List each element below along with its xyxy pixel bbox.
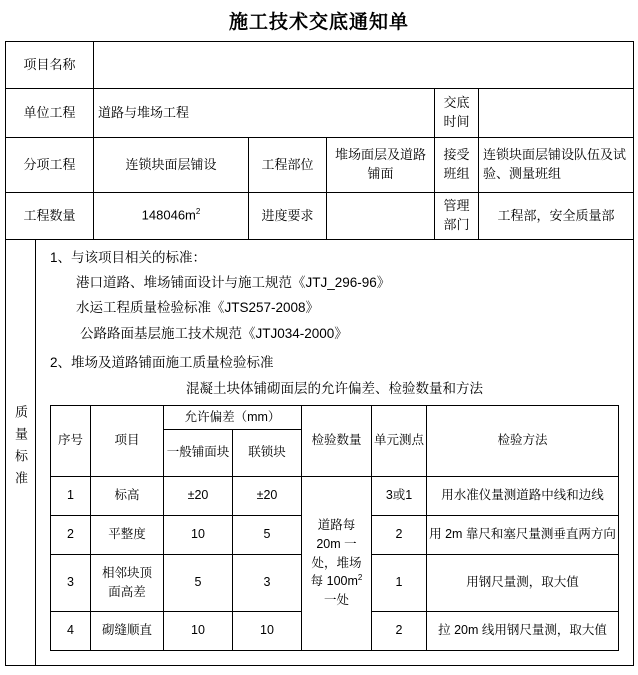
inspect-qty-line-1: 道路每 <box>317 518 356 533</box>
cell-inspect-method: 用 2m 靠尺和塞尺量测垂直两方向 <box>427 515 619 554</box>
cell-item: 平整度 <box>91 515 164 554</box>
inspect-qty-line-2: 20m 一 <box>316 536 357 551</box>
header-item: 项目 <box>91 405 164 476</box>
receiving-team-label: 接受班组 <box>435 138 479 193</box>
cell-tolerance-interlock: 5 <box>233 515 302 554</box>
quantity-number: 148046m <box>141 207 196 223</box>
table-row-quantity <box>6 193 634 240</box>
standard-item-1: 港口道路、堆场铺面设计与施工规范《JTJ_296-96》 <box>76 275 391 291</box>
table-row-project-name <box>6 42 634 89</box>
inspect-qty-line-3: 处，堆场 <box>311 555 362 570</box>
management-dept-label: 管理部门 <box>435 193 479 240</box>
cell-unit-points: 3或1 <box>372 476 427 515</box>
project-name-label: 项目名称 <box>6 42 94 89</box>
inspection-section-title: 2、堆场及道路铺面施工质量检验标准 <box>50 354 274 370</box>
header-inspect-qty: 检验数量 <box>302 405 372 476</box>
disclosure-time-label: 交底时间 <box>435 89 479 138</box>
cell-unit-points: 2 <box>372 515 427 554</box>
cell-item: 标高 <box>91 476 164 515</box>
cell-tolerance-general: 5 <box>164 554 233 611</box>
management-dept-value[interactable]: 工程部，安全质量部 <box>479 193 634 240</box>
quality-standards-row-label <box>6 240 36 666</box>
table-row-unit-project <box>6 89 634 138</box>
work-part-label: 工程部位 <box>249 138 327 193</box>
cell-inspect-method: 用水准仪量测道路中线和边线 <box>427 476 619 515</box>
inspect-qty-area-superscript: 2 <box>357 573 363 583</box>
cell-tolerance-general: ±20 <box>164 476 233 515</box>
unit-project-label: 单位工程 <box>6 89 94 138</box>
project-name-value[interactable] <box>94 42 634 89</box>
cell-seq: 4 <box>51 611 91 650</box>
cell-item <box>91 554 164 611</box>
table-row-quality-standards <box>6 240 634 666</box>
cell-item-line-1: 相邻块顶 <box>101 565 152 580</box>
table-row-sub-project <box>6 138 634 193</box>
cell-seq: 1 <box>51 476 91 515</box>
header-tolerance-interlock: 联锁块 <box>233 429 302 476</box>
cell-inspect-method: 用钢尺量测，取大值 <box>427 554 619 611</box>
header-inspect-method: 检验方法 <box>427 405 619 476</box>
cell-tolerance-interlock: 3 <box>233 554 302 611</box>
sub-project-label: 分项工程 <box>6 138 94 193</box>
header-seq: 序号 <box>51 405 91 476</box>
cell-inspect-qty-merged <box>302 476 372 650</box>
cell-tolerance-general: 10 <box>164 611 233 650</box>
standard-item-2: 水运工程质量检验标准《JTS257-2008》 <box>76 300 320 316</box>
schedule-value[interactable] <box>327 193 435 240</box>
inspection-table-caption: 混凝土块体铺砌面层的允许偏差、检验数量和方法 <box>186 381 484 397</box>
sub-project-value[interactable]: 连锁块面层铺设 <box>94 138 249 193</box>
quantity-unit-superscript: 2 <box>195 207 201 217</box>
table-row <box>51 476 619 515</box>
standards-section-title: 1、与该项目相关的标准： <box>50 250 207 265</box>
cell-inspect-method: 拉 20m 线用钢尺量测，取大值 <box>427 611 619 650</box>
cell-tolerance-interlock: 10 <box>233 611 302 650</box>
page-title: 施工技术交底通知单 <box>228 12 409 33</box>
main-form-table <box>5 41 634 666</box>
inspection-standards-table <box>50 405 619 651</box>
cell-tolerance-general: 10 <box>164 515 233 554</box>
inspect-qty-line-4: 每 $100m^2$ <box>310 573 363 589</box>
quality-standards-label-text: 质量标准 <box>13 405 28 494</box>
schedule-label: 进度要求 <box>249 193 327 240</box>
unit-project-value[interactable]: 道路与堆场工程 <box>94 89 435 138</box>
inspect-qty-line-5: 一处 <box>324 593 350 608</box>
disclosure-time-value[interactable] <box>479 89 634 138</box>
cell-item: 砌缝顺直 <box>91 611 164 650</box>
receiving-team-value[interactable]: 连锁块面层铺设队伍及试验、测量班组 <box>479 138 634 193</box>
quantity-value[interactable] <box>94 193 249 240</box>
header-tolerance-group: 允许偏差（mm） <box>164 405 302 429</box>
standard-item-3: 公路路面基层施工技术规范《JTJ034-2000》 <box>80 325 348 341</box>
cell-unit-points: 1 <box>372 554 427 611</box>
cell-tolerance-interlock: ±20 <box>233 476 302 515</box>
cell-seq: 3 <box>51 554 91 611</box>
cell-unit-points: 2 <box>372 611 427 650</box>
quality-standards-content <box>36 240 634 666</box>
inspection-header-row-1 <box>51 405 619 429</box>
work-part-value[interactable]: 堆场面层及道路铺面 <box>327 138 435 193</box>
header-unit-points: 单元测点 <box>372 405 427 476</box>
quantity-label: 工程数量 <box>6 193 94 240</box>
header-tolerance-general: 一般铺面块 <box>164 429 233 476</box>
cell-item-line-2: 面高差 <box>108 584 146 599</box>
cell-seq: 2 <box>51 515 91 554</box>
